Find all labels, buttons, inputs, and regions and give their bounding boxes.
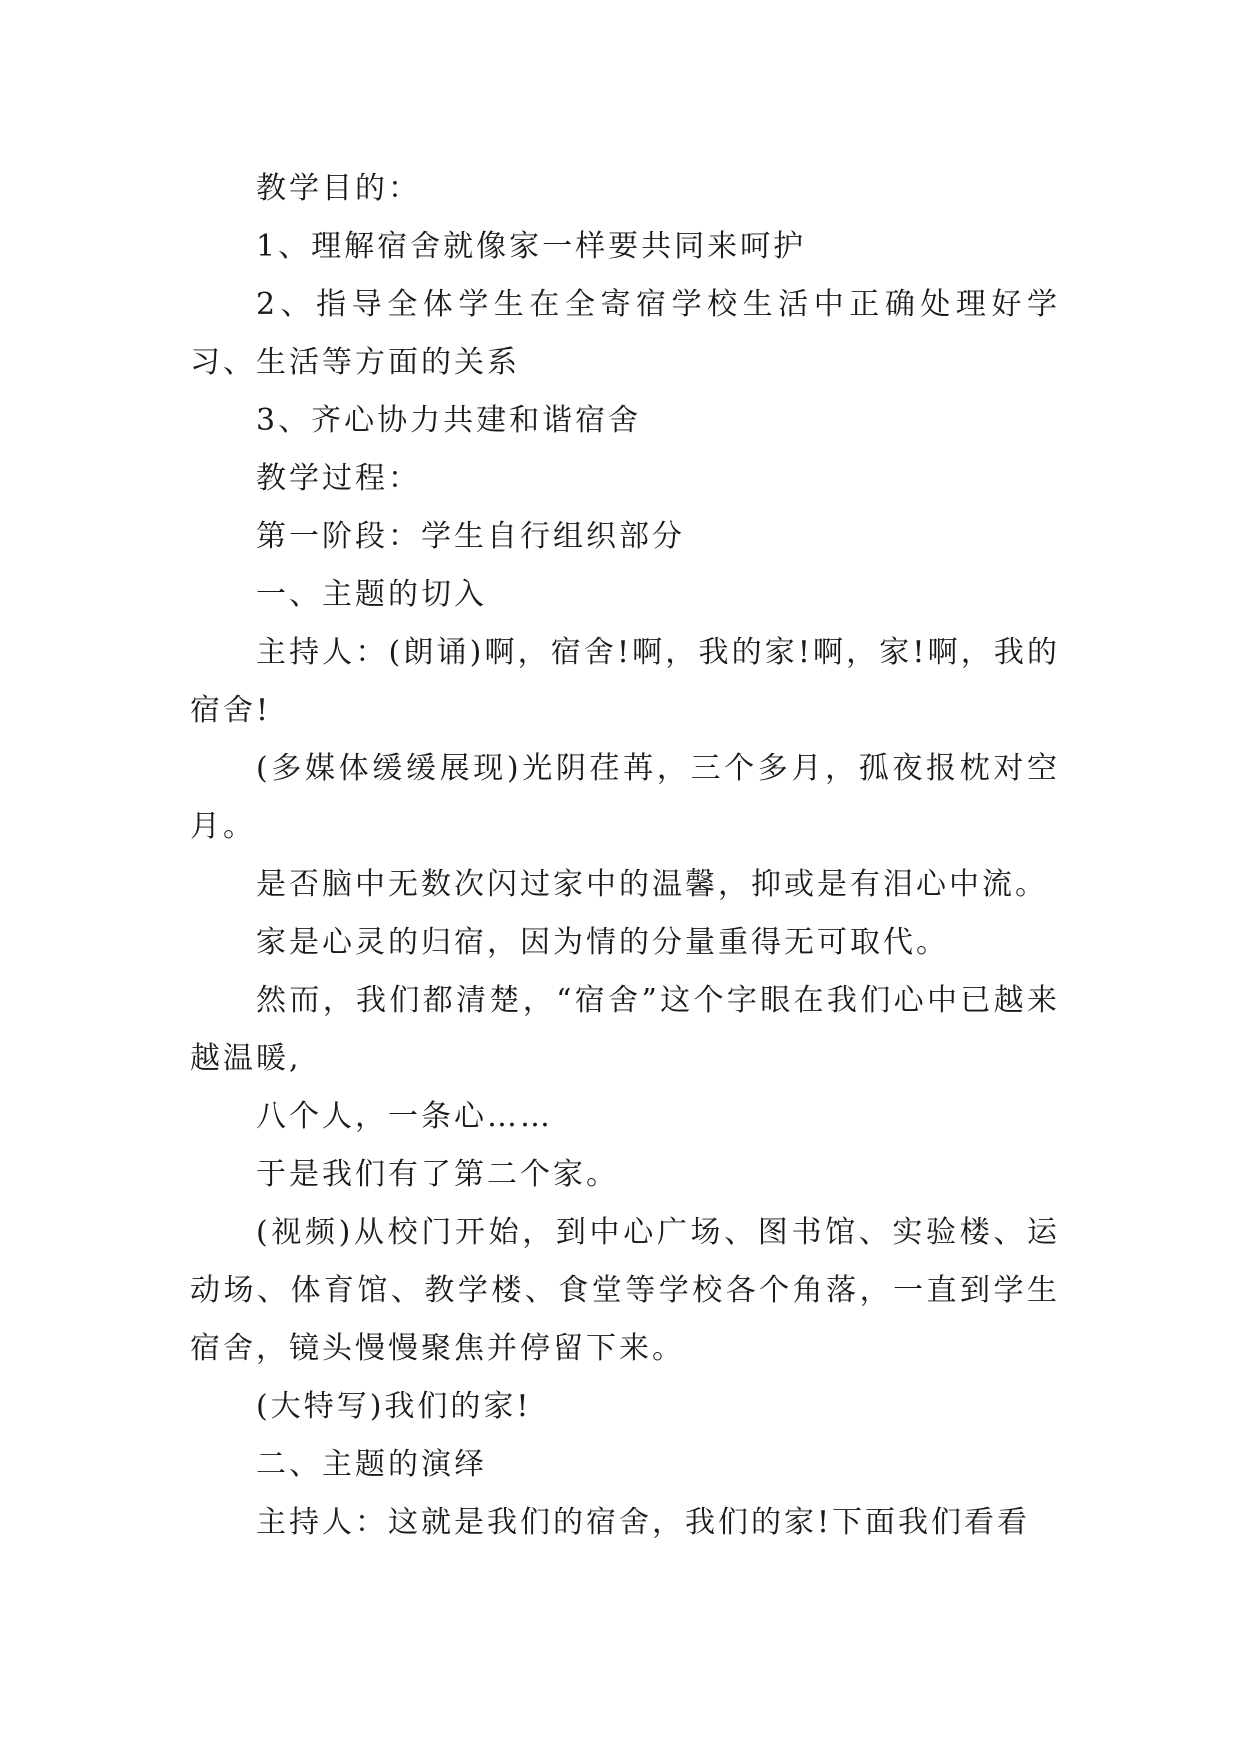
paragraph-section-2-heading: 二、主题的演绎 [256,1447,487,1482]
paragraph-multimedia: (多媒体缓缓展现)光阴荏苒，三个多月，孤夜报枕对空月。 [190,751,1060,844]
paragraph-teaching-goals-heading: 教学目的： [256,171,421,206]
paragraph-dorm-warmth: 然而，我们都清楚，“宿舍”这个字眼在我们心中已越来越温暖, [190,983,1060,1076]
paragraph-goal-3: 3、齐心协力共建和谐宿舍 [256,403,642,438]
paragraph-closeup: (大特写)我们的家! [256,1389,532,1424]
paragraph-video: (视频)从校门开始，到中心广场、图书馆、实验楼、运动场、体育馆、教学楼、食堂等学校各个角落，一直到学生宿舍，镜头慢慢聚焦并停留下来。 [190,1215,1060,1366]
paragraph-host-intro: 主持人：这就是我们的宿舍，我们的家!下面我们看看 [256,1505,1031,1540]
document-body [190,160,1060,1552]
paragraph-section-1-heading: 一、主题的切入 [256,577,487,612]
paragraph-teaching-process-heading: 教学过程： [256,461,421,496]
paragraph-memory: 是否脑中无数次闪过家中的温馨，抑或是有泪心中流。 [256,867,1048,902]
paragraph-goal-2: 2、指导全体学生在全寄宿学校生活中正确处理好学习、生活等方面的关系 [190,287,1060,380]
paragraph-goal-1: 1、理解宿舍就像家一样要共同来呵护 [256,229,807,264]
paragraph-stage-1: 第一阶段：学生自行组织部分 [256,519,685,554]
paragraph-host-recitation: 主持人：(朗诵)啊，宿舍!啊，我的家!啊，家!啊，我的宿舍! [190,635,1060,728]
paragraph-second-home: 于是我们有了第二个家。 [256,1157,619,1192]
paragraph-home-heart: 家是心灵的归宿，因为情的分量重得无可取代。 [256,925,949,960]
paragraph-eight-people: 八个人，一条心…… [256,1099,553,1134]
